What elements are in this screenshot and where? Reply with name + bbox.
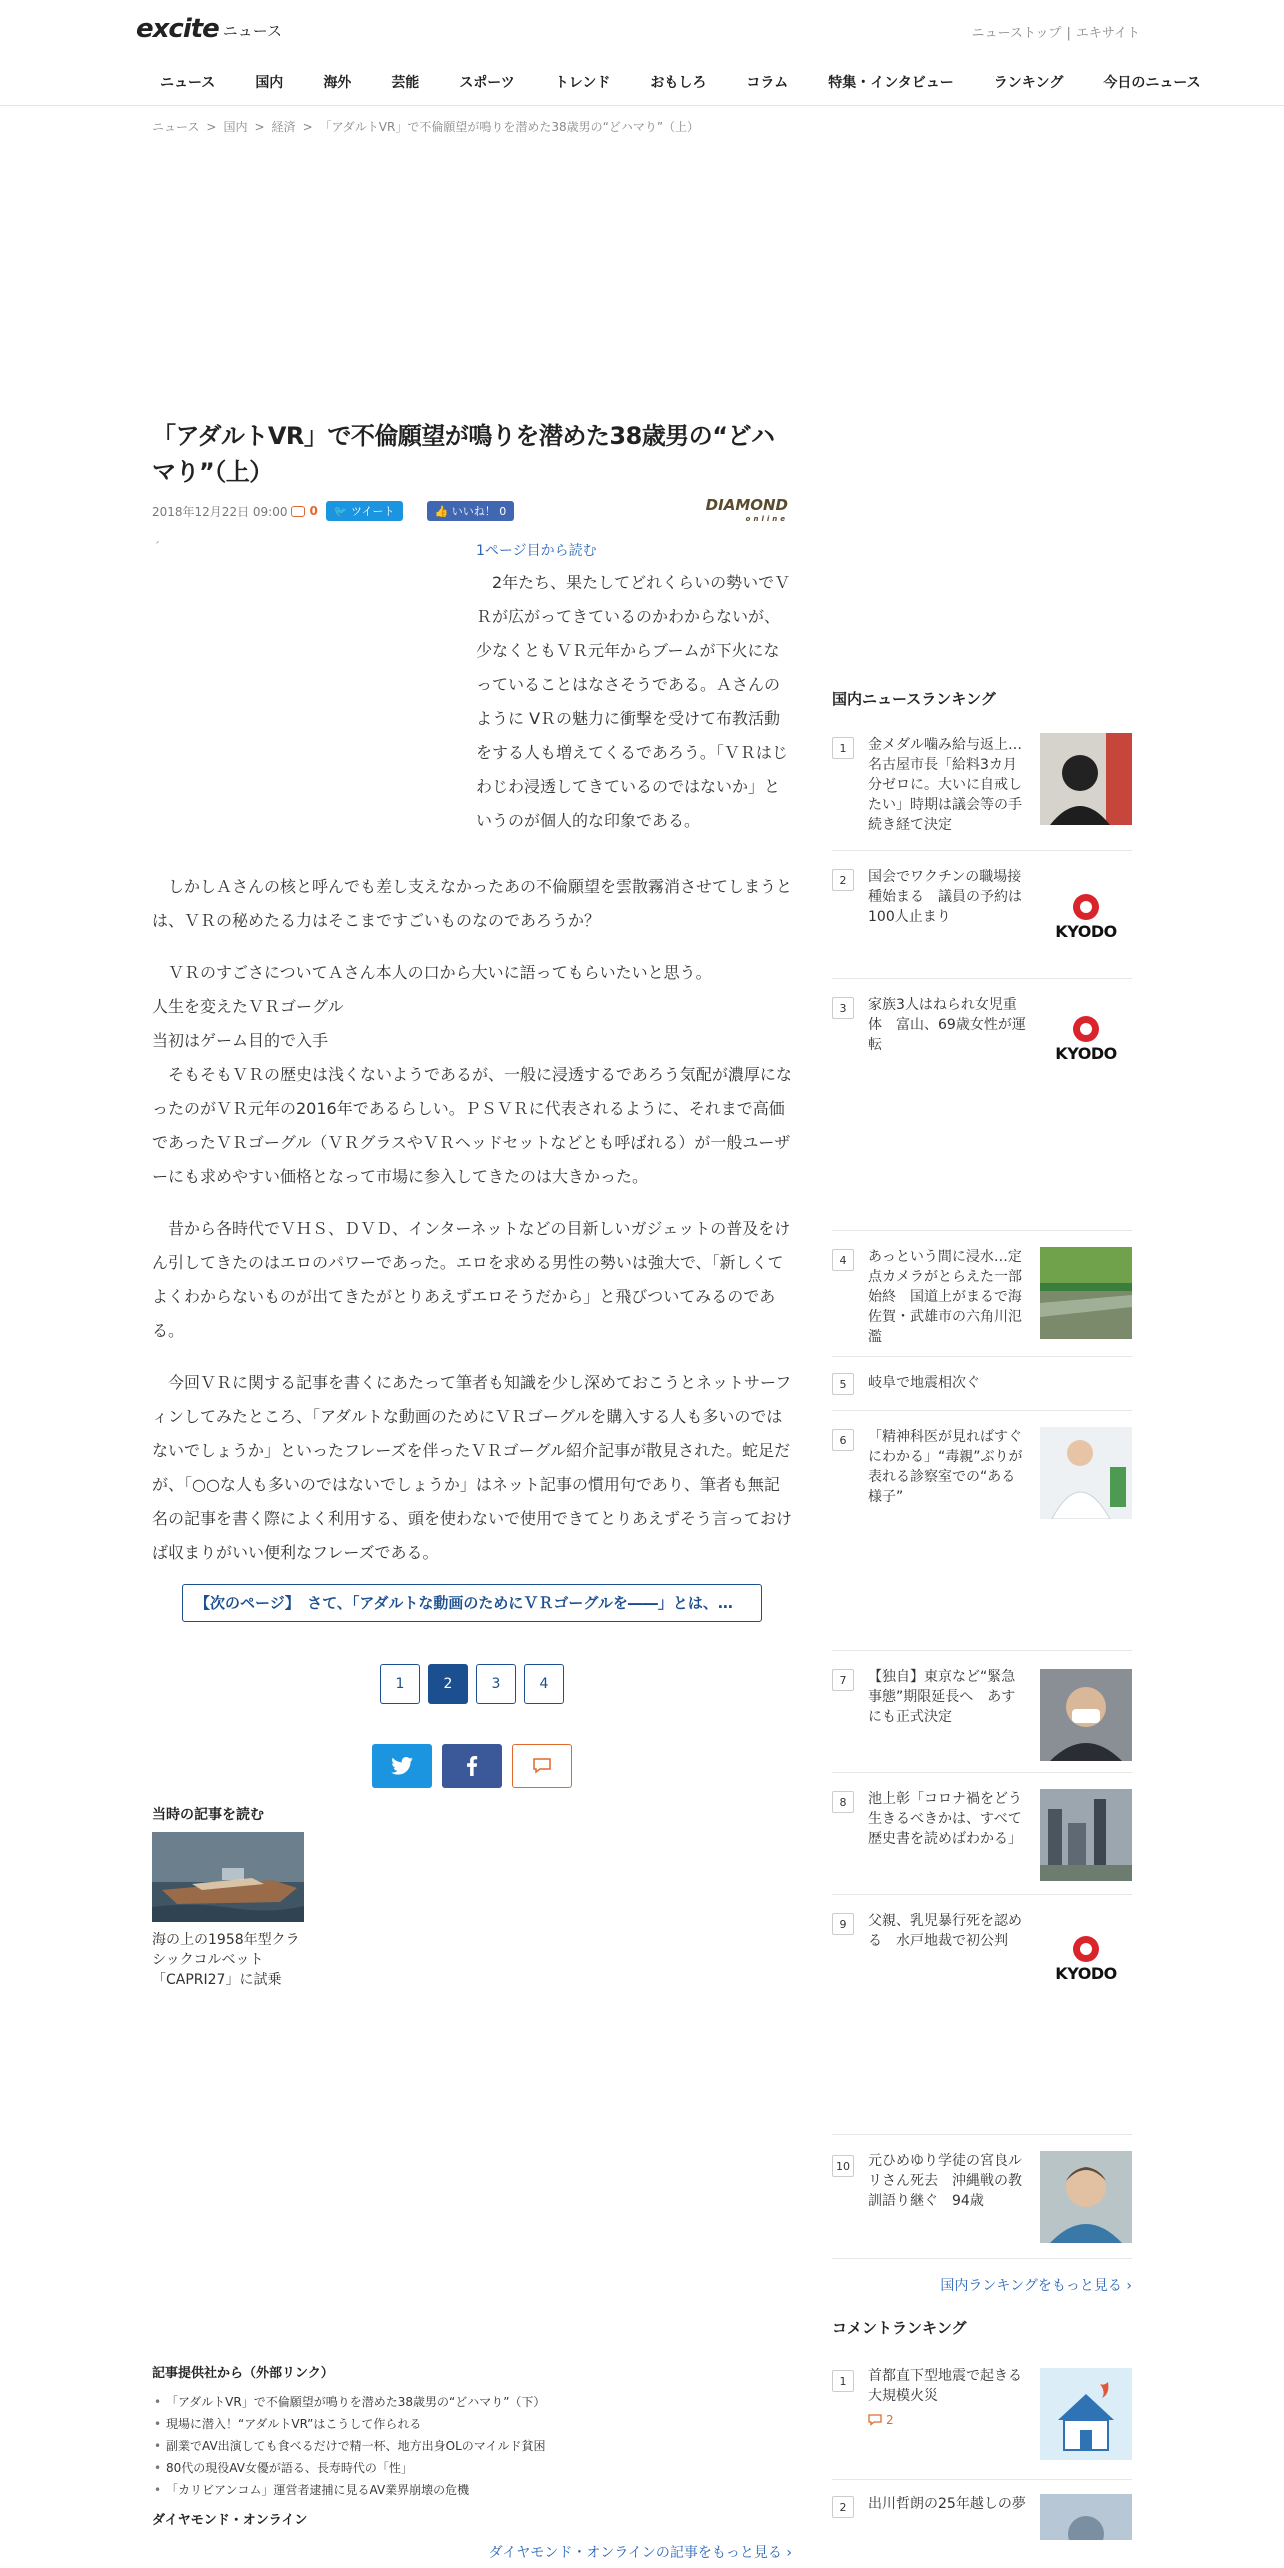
share-twitter-button[interactable]	[372, 1744, 432, 1788]
house-fire-illustration[interactable]	[1040, 2368, 1132, 2460]
comment-thumbnail[interactable]	[1040, 2494, 1132, 2540]
rank-title[interactable]: 元ひめゆり学徒の宮良ルリさん死去 沖縄戦の教訓語り継ぐ 94歳	[868, 2153, 1022, 2209]
city-photo-thumbnail[interactable]	[1040, 1789, 1132, 1881]
twitter-icon: 🐦	[333, 505, 348, 518]
rank-title[interactable]: 「精神科医が見ればすぐにわかる」“毒親”ぶりが表れる診察室での“ある様子”	[868, 1429, 1023, 1505]
doctor-photo-thumbnail[interactable]	[1040, 1427, 1132, 1519]
boat-thumbnail[interactable]	[152, 1832, 304, 1922]
page-1[interactable]: 1	[380, 1664, 420, 1704]
body-paragraph-1: しかしＡさんの核と呼んでも差し支えなかったあの不倫願望を雲散霧消させてしまうとは、ＶＲの秘めたる力はそこまですごいものなのであろうか？	[152, 877, 793, 930]
mayor-photo-thumbnail[interactable]	[1040, 733, 1132, 825]
page-3[interactable]: 3	[476, 1664, 516, 1704]
tweet-button[interactable]	[326, 501, 403, 521]
nav-sports[interactable]: スポーツ	[459, 75, 515, 91]
external-list	[152, 2391, 792, 2501]
subheading-1: 人生を変えたＶＲゴーグル	[152, 997, 344, 1016]
body-paragraph-4: 昔から各時代でＶＨＳ、ＤＶＤ、インターネットなどの目新しいガジェットの普及をけん引してきたのはエロのパワーであった。エロを求める男性の勢いは強大で、「新しくてよくわからないものが出てきたがとりあえずエロそうだから」と飛びついてみるのである。	[152, 1219, 791, 1340]
global-nav	[140, 72, 1221, 92]
comment-count: 2	[886, 2413, 894, 2427]
article	[152, 418, 792, 1990]
external-link-4[interactable]: • 80代の現役AV女優が語る、長寿時代の「性」	[152, 2457, 792, 2479]
logo-mark: excite	[136, 14, 219, 44]
flood-camera-thumbnail[interactable]	[1040, 1247, 1132, 1339]
diamond-online-logo[interactable]	[706, 498, 788, 526]
thumbs-up-icon: 👍	[434, 505, 449, 518]
more-ranking-label: 国内ランキングをもっと見る	[940, 2278, 1122, 2294]
comment-icon	[532, 1758, 552, 1774]
rank-title[interactable]: 父親、乳児暴行死を認める 水戸地裁で初公判	[868, 1913, 1022, 1949]
rank-number: 9	[832, 1913, 854, 1935]
rank-number: 6	[832, 1429, 854, 1451]
comment-ranking-item-2[interactable]	[832, 2480, 1132, 2540]
nav-domestic[interactable]: 国内	[255, 75, 284, 91]
lead-paragraph: 2年たち、果たしてどれくらいの勢いでＶＲが広がってきているのかわからないが、少なくともＶＲ元年からブームが下火になっていることはなさそうである。Ａさんのように VＲの魅力に衝撃を受けて布教活動をする人も増えてくるであろう。「ＶＲはじわじわ浸透してきているのではないか」というのが個人的な印象である。	[476, 573, 791, 830]
ranking-item-7[interactable]	[832, 1651, 1132, 1773]
site-header	[0, 0, 1284, 106]
comment-ranking-heading: コメントランキング	[832, 2319, 967, 2337]
nav-feature[interactable]: 特集・インタビュー	[828, 75, 954, 91]
share-comment-button[interactable]	[512, 1744, 572, 1788]
pagination	[152, 1664, 792, 1704]
like-label: いいね！ 0	[451, 505, 507, 518]
share-facebook-button[interactable]	[442, 1744, 502, 1788]
woman-photo-thumbnail[interactable]	[1040, 2151, 1132, 2243]
source-name: ダイヤモンド・オンライン	[152, 2513, 308, 2528]
diamond-logo-sub: online	[745, 515, 788, 523]
ranking-item-1[interactable]	[832, 727, 1132, 851]
article-date: 2018年12月22日 09:00	[152, 504, 288, 519]
rank-number: 8	[832, 1791, 854, 1813]
rank-title[interactable]: あっという間に浸水…定点カメラがとらえた一部始終 国道上がまるで海 佐賀・武雄市の六角川氾濫	[868, 1249, 1036, 1345]
nav-trend[interactable]: トレンド	[554, 75, 611, 91]
external-link-2[interactable]: • 現場に潜入！“アダルトVR”はこうして作られる	[152, 2413, 792, 2435]
chevron-right-icon: ›	[786, 2545, 792, 2561]
breadcrumb-current: 「アダルトVR」で不倫願望が鳴りを潜めた38歳男の“どハマり”（上）	[319, 120, 700, 134]
article-title: 「アダルトVR」で不倫願望が鳴りを潜めた38歳男の“どハマり”（上）	[152, 422, 775, 486]
diamond-logo-text: DIAMOND	[705, 496, 788, 514]
comment-ranking-item-1[interactable]	[832, 2356, 1132, 2480]
lead-text	[476, 540, 792, 838]
news-top-link[interactable]: ニューストップ	[971, 26, 1062, 41]
kyodo-logo-thumbnail[interactable]	[1040, 871, 1132, 963]
external-links	[152, 2362, 792, 2562]
ranking-item-10[interactable]	[832, 2135, 1132, 2259]
kyodo-logo-thumbnail[interactable]	[1040, 993, 1132, 1085]
ranking-item-6[interactable]	[832, 1411, 1132, 1651]
kyodo-mark-icon	[1073, 1936, 1099, 1962]
excite-site-link[interactable]: エキサイト	[1075, 26, 1140, 41]
external-link-5[interactable]: • 「カリビアンコム」運営者逮捕に見るAV業界崩壊の危機	[152, 2479, 792, 2501]
related-article[interactable]	[152, 1804, 792, 1990]
rank-title[interactable]: 家族3人はねられ女児重体 富山、69歳女性が運転	[868, 997, 1026, 1053]
nav-column[interactable]: コラム	[746, 75, 789, 91]
rank-title[interactable]: 【独自】東京など“緊急事態”期限延長へ あすにも正式決定	[868, 1669, 1016, 1725]
nav-news[interactable]: ニュース	[160, 75, 216, 91]
lead-image: ´	[154, 540, 160, 554]
comment-icon[interactable]	[291, 506, 305, 517]
kyodo-logo-thumbnail[interactable]	[1040, 1913, 1132, 2005]
related-caption[interactable]: 海の上の1958年型クラシックコルベット「CAPRI27」に試乗	[152, 1932, 300, 1988]
kyodo-label: KYODO	[1055, 1963, 1117, 1983]
logo-sub: ニュース	[222, 22, 283, 40]
share-buttons	[152, 1744, 792, 1788]
excite-logo[interactable]	[136, 14, 282, 44]
kyodo-label: KYODO	[1055, 921, 1117, 941]
rank-title[interactable]: 金メダル噛み給与返上…名古屋市長「給料3カ月分ゼロに。大いに自戒したい」時期は議会等の手続き経て決定	[868, 737, 1022, 833]
ranking-item-9[interactable]	[832, 1895, 1132, 2135]
rank-title[interactable]: 出川哲朗の25年越しの夢	[868, 2496, 1026, 2512]
body-paragraph-5: 今回ＶＲに関する記事を書くにあたって筆者も知識を少し深めておこうとネットサーフィンしてみたところ、「アダルトな動画のためにＶＲゴーグルを購入する人も多いのではないでしょうか」といったフレーズを伴ったＶＲゴーグル紹介記事が散見された。蛇足だが、「○○な人も多いのではないでしょうか」はネット記事の慣用句であり、筆者も無記名の記事を書く際によく利用する、頭を使わないで使用できてとりあえずそう言っておけば収まりがいい便利なフレーズである。	[152, 1373, 793, 1562]
kyodo-mark-icon	[1073, 1016, 1099, 1042]
kyodo-mark-icon	[1073, 894, 1099, 920]
breadcrumb-economy[interactable]: 経済	[271, 120, 296, 134]
rank-body	[868, 2366, 1028, 2430]
more-diamond-label: ダイヤモンド・オンラインの記事をもっと見る	[488, 2545, 782, 2561]
rank-title[interactable]: 岐阜で地震相次ぐ	[868, 1375, 980, 1391]
sidebar	[832, 688, 1132, 2540]
body-paragraph-3: そもそもＶＲの歴史は浅くないようであるが、一般に浸透するであろう気配が濃厚になったのがＶＲ元年の2016年であるらしい。ＰＳＶＲに代表されるように、それまで高価であったＶＲゴーグル（ＶＲグラスやＶＲヘッドセットなどとも呼ばれる）が一般ユーザーにも求めやすい価格となって市場に参入してきたのは大きかった。	[152, 1065, 792, 1186]
ranking-item-5[interactable]	[832, 1357, 1132, 1411]
facebook-icon	[466, 1756, 478, 1776]
next-page-link[interactable]: 【次のページ】 さて、「アダルトな動画のためにＶＲゴーグルを――」とは、…	[182, 1584, 762, 1622]
ranking-item-8[interactable]	[832, 1773, 1132, 1895]
rank-title[interactable]: 池上彰「コロナ禍をどう生きるべきかは、すべて歴史書を読めばわかる」	[868, 1791, 1022, 1847]
comment-count[interactable]: 0	[309, 504, 318, 518]
rank-number: 1	[832, 2370, 854, 2392]
breadcrumb-domestic[interactable]: 国内	[223, 120, 248, 134]
nav-entertainment[interactable]: 芸能	[391, 75, 420, 91]
rank-title[interactable]: 国会でワクチンの職場接種始まる 議員の予約は100人止まり	[868, 869, 1022, 925]
lead-block	[152, 540, 792, 870]
external-link-1[interactable]: • 「アダルトVR」で不倫願望が鳴りを潜めた38歳男の“どハマり”（下）	[152, 2391, 792, 2413]
nav-overseas[interactable]: 海外	[323, 75, 352, 91]
kyodo-label: KYODO	[1055, 1043, 1117, 1063]
suga-photo-thumbnail[interactable]	[1040, 1669, 1132, 1761]
rank-number: 2	[832, 869, 854, 891]
nav-funny[interactable]: おもしろ	[650, 75, 707, 91]
external-heading: 記事提供社から（外部リンク）	[152, 2366, 334, 2381]
subheading-2: 当初はゲーム目的で入手	[152, 1031, 329, 1050]
rank-number: 3	[832, 997, 854, 1019]
external-link-3[interactable]: • 副業でAV出演しても食べるだけで精一杯、地方出身OLのマイルド貧困	[152, 2435, 792, 2457]
ranking-item-2[interactable]	[832, 851, 1132, 979]
tweet-label: ツイート	[351, 505, 395, 518]
rank-number: 2	[832, 2496, 854, 2518]
breadcrumb-news[interactable]: ニュース	[152, 120, 200, 134]
read-from-first-link[interactable]: 1ページ目から読む	[476, 543, 597, 559]
nav-ranking[interactable]: ランキング	[993, 75, 1064, 91]
breadcrumb: ニュース > 国内 > 経済 > 「アダルトVR」で不倫願望が鳴りを潜めた38歳男の“どハマり”（上）	[152, 120, 700, 134]
twitter-icon	[391, 1757, 413, 1775]
body-paragraph-2: ＶＲのすごさについてＡさん本人の口から大いに語ってもらいたいと思う。	[168, 963, 712, 982]
ranking-heading: 国内ニュースランキング	[832, 690, 996, 708]
ranking-item-4[interactable]	[832, 1231, 1132, 1357]
ranking-item-3[interactable]	[832, 979, 1132, 1231]
nav-today[interactable]: 今日のニュース	[1103, 75, 1201, 91]
rank-number: 10	[832, 2155, 854, 2177]
rank-number: 5	[832, 1373, 854, 1395]
comment-count-row	[868, 2410, 1028, 2430]
chevron-right-icon: ›	[1126, 2278, 1132, 2294]
more-ranking-link[interactable]	[832, 2275, 1132, 2295]
rank-number: 7	[832, 1669, 854, 1691]
like-button[interactable]	[427, 501, 515, 521]
rank-number: 4	[832, 1249, 854, 1271]
article-meta	[152, 496, 792, 523]
rank-number: 1	[832, 737, 854, 759]
page-4[interactable]: 4	[524, 1664, 564, 1704]
header-links: ニューストップ | エキサイト	[971, 26, 1140, 41]
related-heading: 当時の記事を読む	[152, 1807, 264, 1823]
rank-title[interactable]: 首都直下型地震で起きる大規模火災	[868, 2368, 1022, 2404]
comment-icon	[868, 2414, 882, 2426]
more-diamond-link[interactable]	[152, 2542, 792, 2562]
page-2[interactable]: 2	[428, 1664, 468, 1704]
